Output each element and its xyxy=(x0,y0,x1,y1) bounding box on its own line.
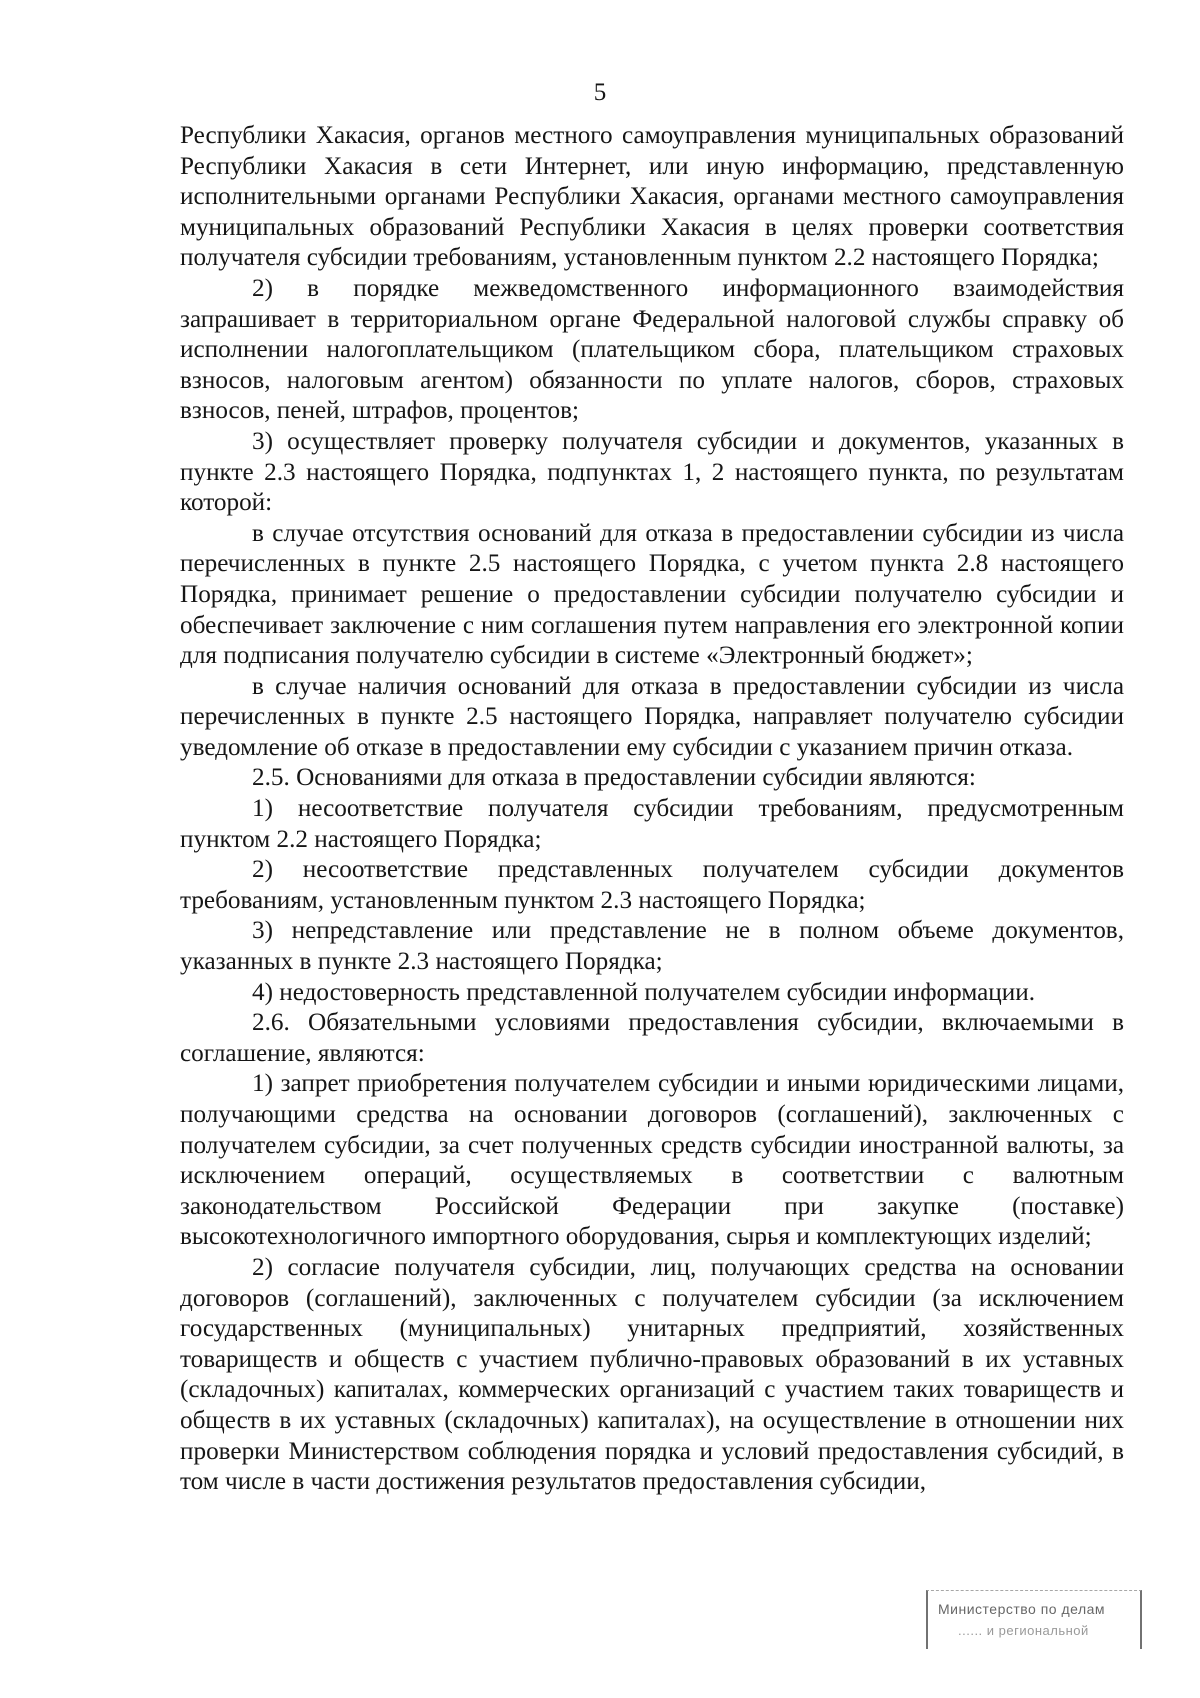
document-body xyxy=(180,121,1124,1498)
paragraph: 3) осуществляет проверку получателя субсидии и документов, указанных в пункте 2.3 настоящего Порядка, подпунктах 1, 2 настоящего пункта, по результатам которой: xyxy=(180,427,1124,517)
paragraph: в случае наличия оснований для отказа в предоставлении субсидии из числа перечисленных в пункте 2.5 настоящего Порядка, направляет получателю субсидии уведомление об отказе в предоставлении ему субсидии с указанием причин отказа. xyxy=(180,672,1124,761)
paragraph: 1) несоответствие получателя субсидии требованиям, предусмотренным пунктом 2.2 настоящего Порядка; xyxy=(180,795,1124,853)
paragraph: в случае отсутствия оснований для отказа в предоставлении субсидии из числа перечисленных в пункте 2.5 настоящего Порядка, с учетом пункта 2.8 настоящего Порядка, принимает решение о предоставлении субсидии получателю субсидии и обеспечивает заключение с ним соглашения путем направления его электронной копии для подписания получателю субсидии в системе «Электронный бюджет»; xyxy=(180,519,1124,670)
paragraph: 2) в порядке межведомственного информационного взаимодействия запрашивает в территориальном органе Федеральной налоговой службы справку об исполнении налогоплательщиком (плательщиком сбора, плательщиком страховых взносов, налоговым агентом) обязанности по уплате налогов, сборов, страховых взносов, пеней, штрафов, процентов; xyxy=(180,274,1124,425)
paragraph: 3) непредставление или представление не в полном объеме документов, указанных в пункте 2.3 настоящего Порядка; xyxy=(180,917,1124,976)
paragraph: 4) недостоверность представленной получателем субсидии информации. xyxy=(252,978,1036,1006)
paragraph: 2.5. Основаниями для отказа в предоставлении субсидии являются: xyxy=(252,764,976,792)
page-number: 5 xyxy=(593,79,607,106)
registration-stamp xyxy=(926,1590,1142,1649)
stamp-line-2: ...... и региональной xyxy=(958,1623,1089,1638)
paragraph: Республики Хакасия, органов местного самоуправления муниципальных образований Республики Хакасия в сети Интернет, или иную информацию, представленную исполнительными органами Республики Хакасия, органами местного самоуправления муниципальных образований Республики Хакасия в целях проверки соответствия получателя субсидии требованиям, установленным пунктом 2.2 настоящего Порядка; xyxy=(180,122,1124,272)
paragraph: 2.6. Обязательными условиями предоставления субсидии, включаемыми в соглашение, являются: xyxy=(180,1009,1124,1067)
paragraph: 1) запрет приобретения получателем субсидии и иными юридическими лицами, получающими средства на основании договоров (соглашений), заключенных с получателем субсидии, за счет полученных средств субсидии иностранной валюты, за исключением операций, осуществляемых в соответствии с валютным законодательством Российской Федерации при закупке (поставке) высокотехнологичного импортного оборудования, сырья и комплектующих изделий; xyxy=(180,1070,1124,1251)
stamp-line-1: Министерство по делам xyxy=(938,1601,1106,1617)
paragraph: 2) согласие получателя субсидии, лиц, получающих средства на основании договоров (соглашений), заключенных с получателем субсидии (за исключением государственных (муниципальных) унитарных предприятий, хозяйственных товариществ и обществ с участием публично-правовых образований в их уставных (складочных) капиталах, коммерческих организаций с участием таких товариществ и обществ в их уставных (складочных) капиталах), на осуществление в отношении них проверки Министерством соблюдения порядка и условий предоставления субсидий, в том числе в части достижения результатов предоставления субсидии, xyxy=(180,1253,1124,1496)
paragraph: 2) несоответствие представленных получателем субсидии документов требованиям, установленным пунктом 2.3 настоящего Порядка; xyxy=(180,856,1124,914)
